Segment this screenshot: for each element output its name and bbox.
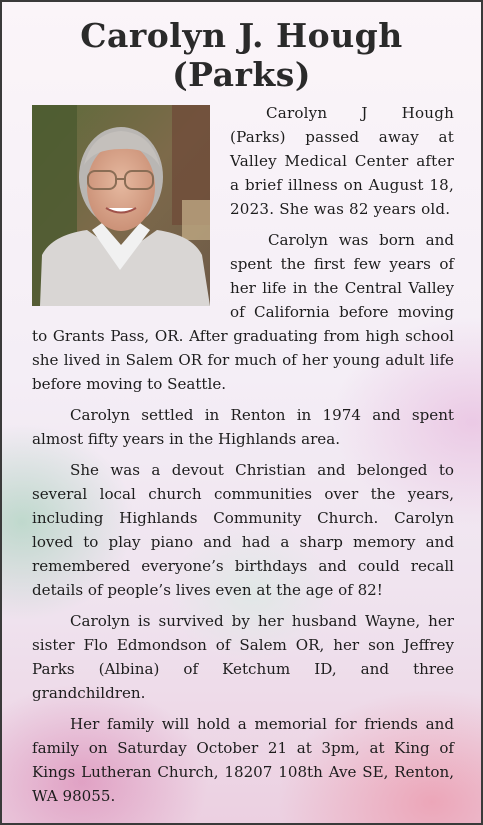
paragraph-survivors: Carolyn is survived by her husband Wayne, her sister Flo Edmondson of Salem OR, her son Jeffrey Parks (Albina) of Ketchum ID, and three grandchildren. <box>32 612 454 702</box>
paragraph-memorial: Her family will hold a memorial for friends and family on Saturday October 21 at 3pm, at King of Kings Lutheran Church, 18207 108th Ave SE, Renton, WA 98055. <box>32 715 454 805</box>
title-name: Carolyn J. Hough <box>80 16 403 55</box>
obituary-body <box>32 101 454 815</box>
photo-text-wrap-space <box>32 101 214 317</box>
obituary-title <box>2 16 481 94</box>
title-maiden-name: (Parks) <box>172 55 311 94</box>
paragraph-early-life: Carolyn was born and spent the first few years of her life in the Central Valley of California before moving to Grants Pass, OR. After graduating from high school she lived in Salem OR for much of her young adult life before moving to Seattle. <box>32 231 454 393</box>
paragraph-faith-and-interests: She was a devout Christian and belonged to several local church communities over the years, including Highlands Community Church. Carolyn loved to play piano and had a sharp memory and remembered everyone’s birthdays and could recall details of people’s lives even at the age of 82! <box>32 461 454 599</box>
paragraph-renton: Carolyn settled in Renton in 1974 and spent almost fifty years in the Highlands area. <box>32 406 454 448</box>
paragraph-passing: Carolyn J Hough (Parks) passed away at Valley Medical Center after a brief illness on August 18, 2023. She was 82 years old. <box>230 104 454 218</box>
